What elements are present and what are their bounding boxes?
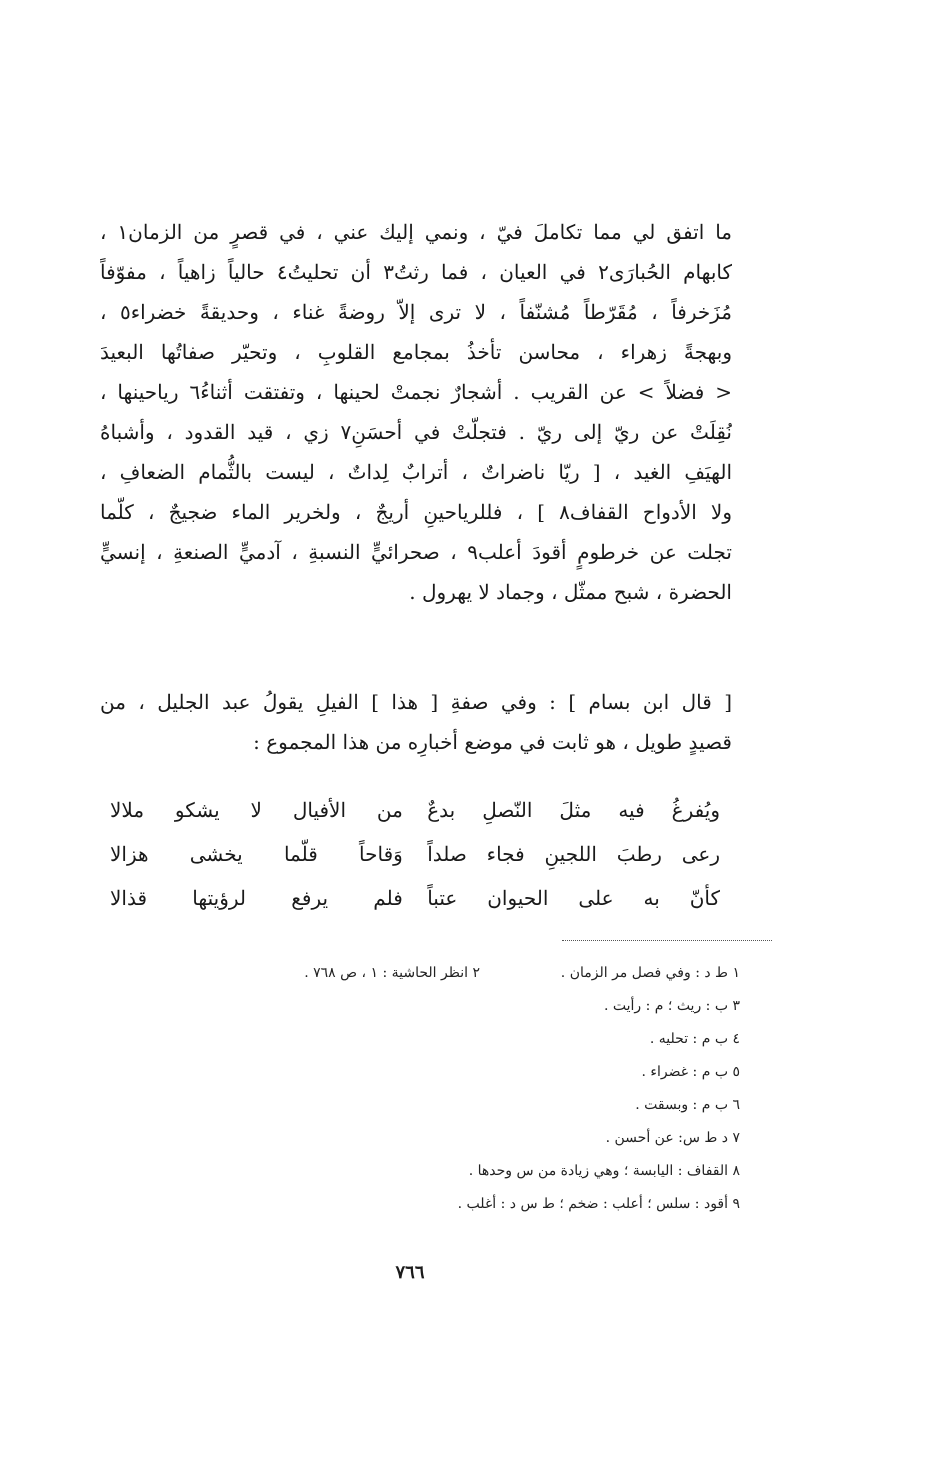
section-line: [ قال ابن بسام ] : وفي صفةِ [ هذا ] الفيلِ يقولُ عبد الجليل ، من (100, 690, 732, 714)
footnote: ٧ د ط س: عن أحسن . (605, 1130, 740, 1146)
footnote: ١ ط د : وفي فصل مر الزمان . (560, 965, 740, 981)
footnote: ٨ القفاف : اليابسة ؛ وهي زيادة من س وحدها . (468, 1163, 740, 1179)
prose-line: < فضلاً > عن القريب . أشجارٌ نجمتْ لحينها ، وتفتقت أثناءُ٦ رياحينها ، (100, 380, 732, 404)
poem-verse (110, 788, 720, 832)
poem-verse (110, 832, 720, 876)
section-intro (100, 682, 732, 762)
verse-second-hemistich: فلم يرفع لرؤيتها قذالا (110, 886, 403, 910)
footnote: ٩ أقود : سلس ؛ أعلب : ضخم ؛ ط س د : أغلب . (457, 1196, 740, 1212)
verse-first-hemistich: ويُفرغُ فيه مثلَ النّصلِ بدعٌ (427, 798, 720, 822)
prose-line: كابهام الحُبارَى٢ في العيان ، فما رثتُ٣ أن تحليتُ٤ حالياً زاهياً ، مفوّفاً (100, 260, 732, 284)
prose-line: الهيَفِ الغيد ، [ ريّا ناضراتٌ ، أترابٌ لِداتٌ ، ليست بالثُّمام الضعافِ ، (100, 460, 732, 484)
prose-line: نُقِلَتْ عن ريّ إلى ريّ . فتجلّتْ في أحسَنِ٧ زي ، قيد القدود ، وأشباهُ (100, 420, 732, 444)
footnote: ٦ ب م : وبسقت . (635, 1097, 740, 1113)
footnote-separator (562, 940, 772, 941)
prose-line: وبهجةً زهراء ، محاسن تأخذُ بمجامع القلوبِ ، وتحيّر صفاتُها البعيدَ (100, 340, 732, 364)
footnote: ٣ ب : ريث ؛ م : رأيت . (603, 998, 740, 1014)
section-line: قصيدٍ طويل ، هو ثابت في موضع أخبارِه من هذا المجموع : (253, 730, 732, 754)
footnote: ٢ انظر الحاشية : ١ ، ص ٧٦٨ . (304, 965, 480, 981)
footnote: ٥ ب م : غضراء . (641, 1064, 740, 1080)
prose-line: الحضرة ، شبح ممثّل ، وجماد لا يهرول . (409, 580, 732, 604)
prose-line: ما اتفق لي مما تكاملَ فيّ ، ونمي إليك عني ، في قصرٍ من الزمان١ ، (100, 220, 732, 244)
poem-verse (110, 876, 720, 920)
footnotes (100, 957, 740, 1221)
footnote-row (100, 957, 740, 990)
prose-line: تجلت عن خرطومٍ أقودَ أعلب٩ ، صحرائيٍّ النسبةِ ، آدميٍّ الصنعةِ ، إنسيٍّ (100, 540, 732, 564)
verse-first-hemistich: كأنّ به على الحيوان عتباً (427, 886, 720, 910)
verse-second-hemistich: من الأفيال لا يشكو ملالا (110, 798, 403, 822)
verse-second-hemistich: وَقاحاً قلّما يخشى هزالا (110, 842, 403, 866)
page-number: ٧٦٦ (395, 1262, 425, 1283)
prose-paragraph (100, 212, 732, 612)
footnote: ٤ ب م : تحليه . (649, 1031, 740, 1047)
poem (110, 788, 720, 920)
verse-first-hemistich: رعى رطبَ اللجينِ فجاء صلداً (427, 842, 720, 866)
prose-line: مُزَخرفاً ، مُقَرّطاً مُشنّفاً ، لا ترى إلاّ روضةً غناء ، وحديقةً خضراء٥ ، (100, 300, 732, 324)
prose-line: ولا الأدواح القفاف٨ ] ، فللرياحينِ أريجٌ ، ولخرير الماء ضجيجٌ ، كلّما (100, 500, 732, 524)
